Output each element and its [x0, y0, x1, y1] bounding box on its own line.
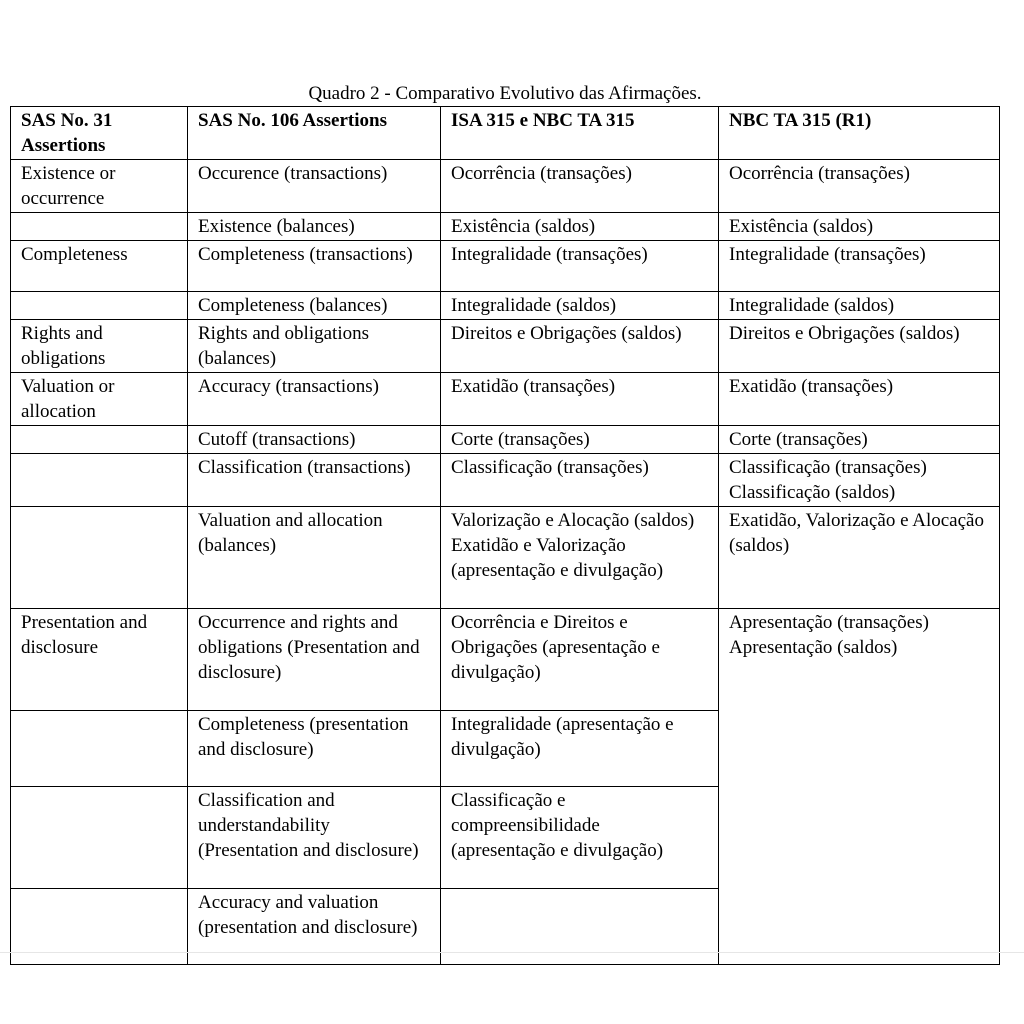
table-row: [11, 507, 1000, 609]
cell-line: Classificação (transações): [729, 457, 927, 478]
cell-sas31-empty: [11, 292, 188, 320]
cell-sas106: Completeness (presentation and disclosure): [188, 711, 441, 787]
table-row: [11, 426, 1000, 454]
cell-isa315: Corte (transações): [441, 426, 719, 454]
cell-isa315: Integralidade (saldos): [441, 292, 719, 320]
cell-sas31-empty: [11, 711, 188, 787]
cell-nbc315r1: Integralidade (transações): [719, 241, 1000, 292]
cell-isa315: Existência (saldos): [441, 213, 719, 241]
cell-sas31-empty: [11, 454, 188, 507]
cell-isa315: Exatidão (transações): [441, 373, 719, 426]
header-sas106: SAS No. 106 Assertions: [188, 107, 441, 160]
cell-nbc315r1: Direitos e Obrigações (saldos): [719, 320, 1000, 373]
cell-sas106: Completeness (transactions): [188, 241, 441, 292]
table-row: [11, 213, 1000, 241]
cell-sas106: Accuracy (transactions): [188, 373, 441, 426]
cell-nbc315r1: Exatidão (transações): [719, 373, 1000, 426]
cell-nbc315r1: [719, 454, 1000, 507]
cell-nbc315r1: Exatidão, Valorização e Alocação (saldos): [719, 507, 1000, 609]
header-sas31: SAS No. 31 Assertions: [11, 107, 188, 160]
table-row: [11, 241, 1000, 292]
cell-sas106: Classification (transactions): [188, 454, 441, 507]
cell-isa315: Ocorrência (transações): [441, 160, 719, 213]
table-row: [11, 454, 1000, 507]
page-divider: [0, 952, 1024, 953]
cell-line: Exatidão e Valorização (apresentação e divulgação): [451, 535, 664, 581]
table-row: [11, 320, 1000, 373]
cell-sas31: Completeness: [11, 241, 188, 292]
cell-nbc315r1: Existência (saldos): [719, 213, 1000, 241]
table-row: [11, 373, 1000, 426]
header-isa315: ISA 315 e NBC TA 315: [441, 107, 719, 160]
header-nbc315r1: NBC TA 315 (R1): [719, 107, 1000, 160]
cell-line: Classificação (saldos): [729, 482, 896, 503]
cell-nbc315r1: Corte (transações): [719, 426, 1000, 454]
cell-line: disclosure): [198, 662, 282, 683]
table-row: [11, 160, 1000, 213]
cell-isa315: Classificação e compreensibilidade (apresentação e divulgação): [441, 787, 719, 889]
cell-nbc315r1: Ocorrência (transações): [719, 160, 1000, 213]
cell-sas106: Occurence (transactions): [188, 160, 441, 213]
cell-sas106: Existence (balances): [188, 213, 441, 241]
cell-sas31: Rights and obligations: [11, 320, 188, 373]
cell-sas106: Completeness (balances): [188, 292, 441, 320]
cell-isa315: Integralidade (apresentação e divulgação): [441, 711, 719, 787]
cell-isa315: Ocorrência e Direitos e Obrigações (apresentação e divulgação): [441, 609, 719, 711]
cell-line: Apresentação (saldos): [729, 637, 898, 658]
cell-sas31: Presentation and disclosure: [11, 609, 188, 711]
cell-sas31-empty: [11, 787, 188, 889]
cell-isa315: [441, 889, 719, 965]
table-row: [11, 609, 1000, 711]
table-caption: Quadro 2 - Comparativo Evolutivo das Afirmações.: [308, 83, 702, 104]
cell-sas106: Valuation and allocation (balances): [188, 507, 441, 609]
cell-nbc315r1: Integralidade (saldos): [719, 292, 1000, 320]
table-header-row: [11, 107, 1000, 160]
cell-nbc315r1: [719, 609, 1000, 965]
cell-isa315: Classificação (transações): [441, 454, 719, 507]
cell-sas106: Cutoff (transactions): [188, 426, 441, 454]
table-row: [11, 292, 1000, 320]
cell-isa315: Direitos e Obrigações (saldos): [441, 320, 719, 373]
cell-isa315: [441, 507, 719, 609]
cell-sas106: Accuracy and valuation (presentation and disclosure): [188, 889, 441, 965]
cell-sas106: Rights and obligations (balances): [188, 320, 441, 373]
cell-sas31: Valuation or allocation: [11, 373, 188, 426]
cell-line: Valorização e Alocação (saldos): [451, 510, 695, 531]
cell-sas31-empty: [11, 889, 188, 965]
cell-line: Apresentação (transações): [729, 612, 929, 633]
cell-sas31-empty: [11, 213, 188, 241]
cell-sas31-empty: [11, 426, 188, 454]
cell-sas31-empty: [11, 507, 188, 609]
cell-line: Occurrence and rights and obligations (Presentation and: [198, 612, 420, 658]
cell-sas106: [188, 609, 441, 711]
comparison-table: [10, 106, 1000, 965]
cell-sas106: Classification and understandability (Presentation and disclosure): [188, 787, 441, 889]
cell-sas31: Existence or occurrence: [11, 160, 188, 213]
cell-isa315: Integralidade (transações): [441, 241, 719, 292]
